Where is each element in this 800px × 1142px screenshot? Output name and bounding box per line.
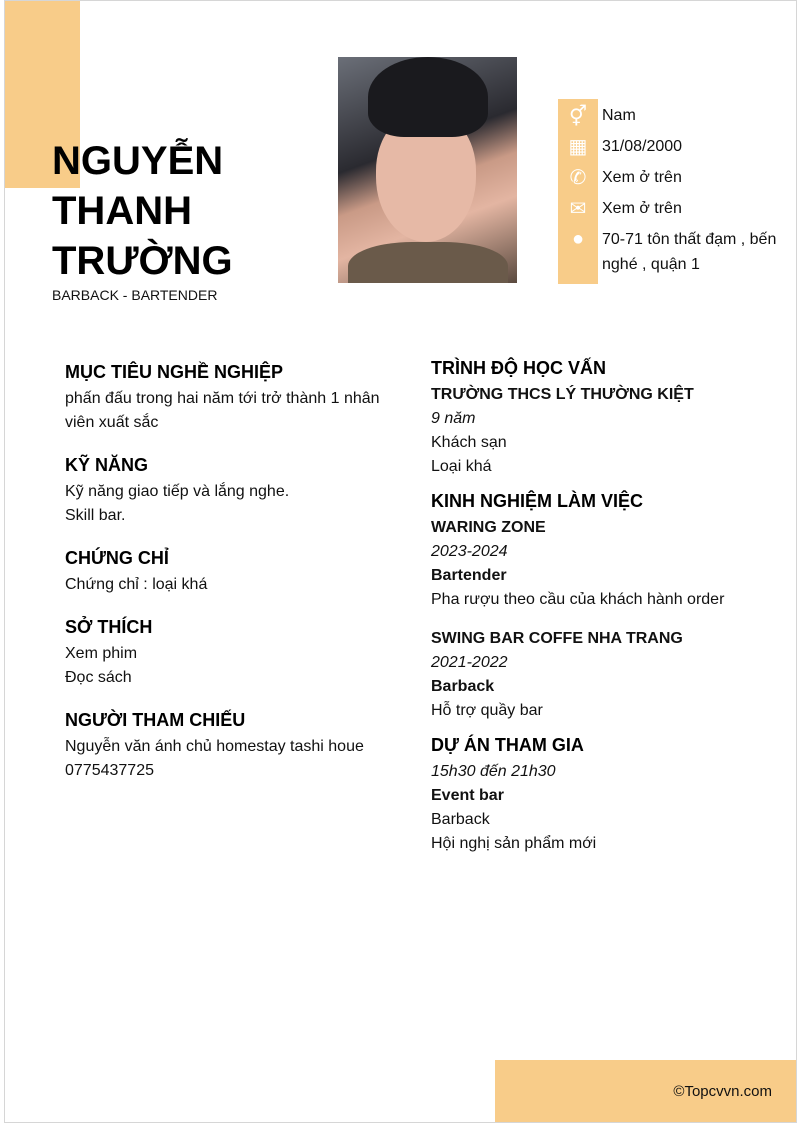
education-grade: Loại khá: [431, 458, 492, 475]
name-line: NGUYỄN: [52, 139, 224, 183]
name-line: TRƯỜNG: [52, 239, 233, 283]
job-company: WARING ZONE: [431, 519, 546, 536]
contact-address: 70-71 tôn thất đạm , bến nghé , quận 1: [602, 231, 777, 273]
project-time: 15h30 đến 21h30: [431, 763, 556, 780]
contact-phone: Xem ở trên: [602, 169, 682, 186]
full-name: [52, 136, 233, 286]
project-name: Event bar: [431, 787, 504, 804]
footer-block: [495, 1060, 796, 1122]
job-period: 2021-2022: [431, 654, 508, 671]
section-title-hobbies: SỞ THÍCH: [65, 617, 153, 637]
education-major: Khách sạn: [431, 434, 507, 451]
section-title-projects: DỰ ÁN THAM GIA: [431, 735, 584, 755]
contact-email: Xem ở trên: [602, 200, 682, 217]
contact-gender: Nam: [602, 107, 636, 124]
project-role: Barback: [431, 811, 490, 828]
footer-credit: ©Topcvvn.com: [673, 1082, 772, 1100]
skill-item: Skill bar.: [65, 507, 126, 524]
job-period: 2023-2024: [431, 543, 508, 560]
location-icon: ●: [571, 227, 585, 250]
school-name: TRƯỜNG THCS LÝ THƯỜNG KIỆT: [431, 386, 694, 403]
section-title-experience: KINH NGHIỆM LÀM VIỆC: [431, 491, 644, 511]
job-description: Hỗ trợ quầy bar: [431, 702, 543, 719]
name-line: THANH: [52, 189, 192, 233]
reference-item: Nguyễn văn ánh chủ homestay tashi houe: [65, 738, 364, 755]
project-description: Hội nghị sản phẩm mới: [431, 835, 597, 852]
contact-icon-bar: [558, 99, 598, 284]
hobby-item: Xem phim: [65, 645, 138, 662]
job-description: Pha rượu theo cầu của khách hành order: [431, 591, 725, 608]
job-company: SWING BAR COFFE NHA TRANG: [431, 630, 683, 647]
skill-item: Kỹ năng giao tiếp và lắng nghe.: [65, 483, 290, 500]
job-position: Bartender: [431, 567, 507, 584]
certificate-item: Chứng chỉ : loại khá: [65, 576, 208, 593]
profile-photo: [338, 57, 517, 283]
email-icon: ✉: [569, 197, 587, 220]
section-title-objective: MỤC TIÊU NGHỀ NGHIỆP: [65, 362, 284, 382]
education-period: 9 năm: [431, 410, 476, 427]
phone-icon: ✆: [569, 166, 587, 189]
reference-item: 0775437725: [65, 762, 154, 779]
job-position: Barback: [431, 678, 495, 695]
section-title-references: NGƯỜI THAM CHIẾU: [65, 710, 246, 730]
section-title-education: TRÌNH ĐỘ HỌC VẤN: [431, 358, 606, 378]
section-title-certificates: CHỨNG CHỈ: [65, 548, 169, 568]
hobby-item: Đọc sách: [65, 669, 132, 686]
calendar-icon: ▦: [568, 135, 588, 158]
contact-dob: 31/08/2000: [602, 138, 683, 155]
section-title-skills: KỸ NĂNG: [65, 455, 149, 475]
objective-text: phấn đấu trong hai năm tới trở thành 1 nhân viên xuất sắc: [65, 390, 380, 431]
gender-icon: ⚥: [568, 105, 588, 128]
job-title: BARBACK - BARTENDER: [52, 287, 218, 303]
